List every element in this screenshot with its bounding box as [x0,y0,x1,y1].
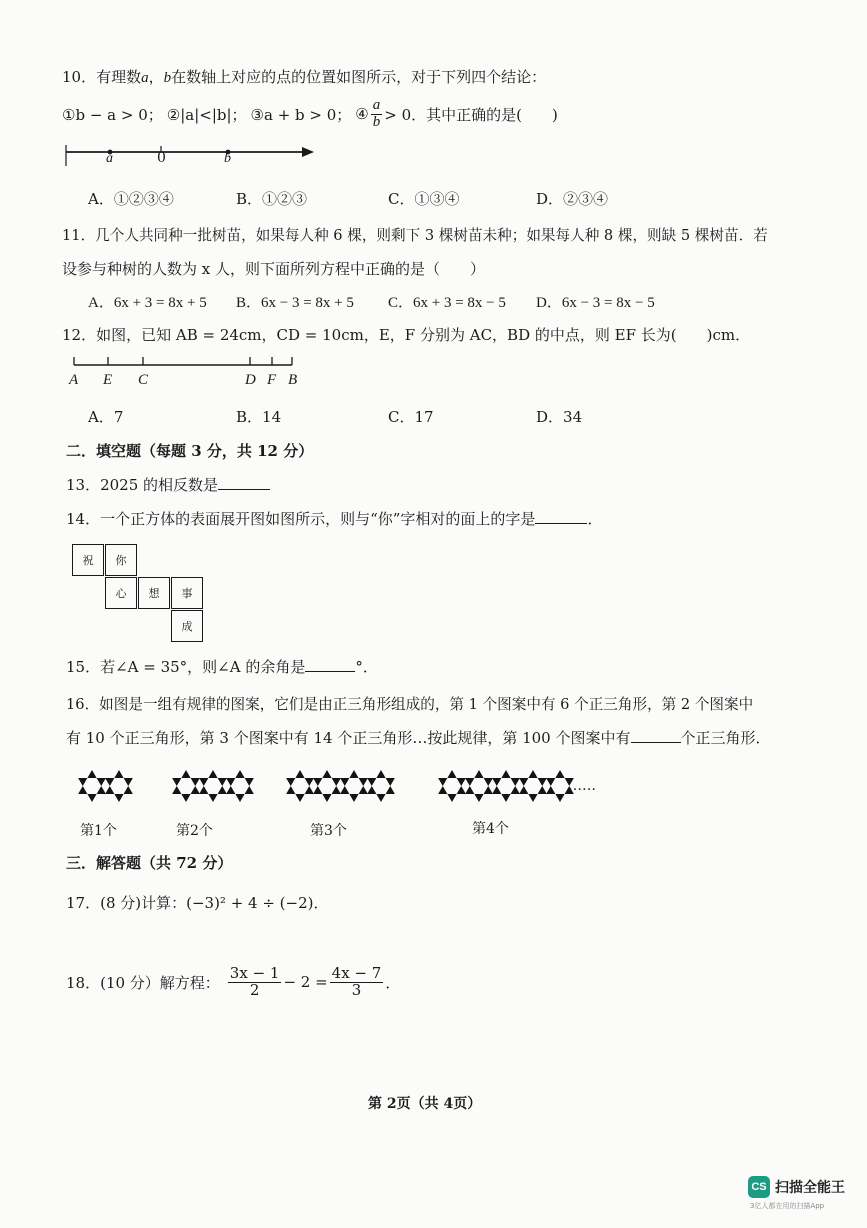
segment-label-b: B [288,372,298,388]
q10-stem-number: 10．有理数 [62,68,142,86]
q18-right-num: 4x − 7 [331,964,382,982]
q18-prefix: 18．(10 分）解方程： [66,973,220,992]
net-cell-shi: 事 [171,577,203,609]
q16-label-2: 第2个 [176,823,213,839]
q10-option-b: B．①②③ [236,190,308,208]
q12-option-b: B．14 [236,408,282,426]
q10-var-a: a [141,70,149,86]
q11-line1: 11．几个人共同种一批树苗，如果每人种 6 棵，则剩下 3 棵树苗未种；如果每人种 8 棵，则缺 5 棵树苗．若 [62,227,768,244]
q11-option-b: B．6x − 3 = 8x + 5 [236,295,354,311]
segment-label-a: A [69,372,79,388]
q10-option-d: D．②③④ [536,190,609,208]
q10-conclusion-2: ②|a|<|b|； [166,105,247,124]
q10-conclusion-4-rest: > 0．其中正确的是( ) [384,105,558,124]
q14-text: 14．一个正方体的表面展开图如图所示，则与“你”字相对的面上的字是 [66,510,536,528]
q10-fraction-num: a [372,97,381,113]
q12-stem: 12．如图，已知 AB = 24cm，CD = 10cm，E，F 分别为 AC，BD 的中点，则 EF 长为( )cm． [62,326,751,344]
section-3-heading: 三．解答题（共 72 分） [66,854,233,872]
section-2-heading: 二．填空题（每题 3 分，共 12 分） [66,442,314,460]
q10-option-a: A．①②③④ [88,190,174,208]
q12-option-c: C．17 [388,408,434,426]
net-cell-zhu: 祝 [72,544,104,576]
q12-option-a: A．7 [88,408,124,426]
pattern-4-star-4 [519,770,547,802]
q15-answer-blank[interactable] [305,671,355,672]
q10-stem [62,66,546,87]
segment-label-e: E [103,372,113,388]
net-cell-xiang: 想 [138,577,170,609]
q18-middle: − 2 = [283,973,328,992]
q12-option-d: D．34 [536,408,583,426]
q18-end: ． [385,973,401,992]
q16-line2 [66,727,771,748]
q14 [66,508,602,529]
q10-option-c: C．①③④ [388,190,460,208]
q16-line2-text: 有 10 个正三角形，第 3 个图案中有 14 个正三角形…按此规律，第 100 个图案中有 [66,729,631,747]
segment-label-f: F [267,372,277,388]
q16-pattern-figures [60,756,620,818]
q15 [66,656,378,677]
q13-text: 13．2025 的相反数是 [66,476,219,494]
q10-number-line [62,140,322,172]
q10-var-b: b [163,70,172,86]
q10-conclusion-3: ③a + b > 0； [250,105,352,124]
segment-label-d: D [245,372,256,388]
pattern-3-star-2 [313,770,341,802]
q16-label-4: 第4个 [472,821,509,837]
q14-answer-blank[interactable] [535,523,587,524]
q13 [66,474,270,495]
scanner-logo [748,1176,770,1198]
pattern-2-star-1 [172,770,200,802]
pattern-1-star-1 [78,770,106,802]
q10-conclusions [62,98,558,131]
q10-fraction-den: b [372,113,381,130]
net-cell-ni: 你 [105,544,137,576]
q18-right-den: 3 [351,980,362,999]
q14-end: ． [587,510,603,528]
scanner-watermark [748,1176,845,1211]
q10-fraction [371,98,383,131]
q15-text: 15．若∠A = 35°，则∠A 的余角是 [66,658,306,676]
q11-line2: 设参与种树的人数为 x 人，则下面所列方程中正确的是（ ） [62,260,485,278]
q11-option-a: A．6x + 3 = 8x + 5 [88,295,207,311]
q11-option-c: C．6x + 3 = 8x − 5 [388,295,506,311]
scanner-name: 扫描全能王 [775,1180,845,1196]
pattern-3-star-1 [286,770,314,802]
pattern-3-star-3 [340,770,368,802]
segment-label-c: C [138,372,149,388]
q10-conclusion-4-prefix: ④ [355,105,369,124]
q10-stem-rest: 在数轴上对应的点的位置如图所示，对于下列四个结论： [171,68,547,86]
q16-ellipsis: …… [568,778,596,794]
q10-conclusion-1: ①b − a > 0； [62,105,163,124]
q16-answer-blank[interactable] [631,742,681,743]
pattern-3-star-4 [367,770,395,802]
q10-sep: ， [148,68,164,86]
pattern-4-star-1 [438,770,466,802]
q16-line2-end: 个正三角形． [680,729,771,747]
q11-option-d: D．6x − 3 = 8x − 5 [536,295,655,311]
page-footer: 第 2页（共 4页） [368,1096,482,1112]
q12-segment [66,352,306,372]
axis-label-a: a [106,151,113,166]
pattern-2-star-2 [199,770,227,802]
q17: 17．(8 分)计算：(−3)² + 4 ÷ (−2)． [66,894,329,912]
q18-fraction-left [228,966,282,999]
q18-left-num: 3x − 1 [229,964,280,982]
axis-label-b: b [224,151,231,166]
q13-answer-blank[interactable] [218,489,270,490]
scanner-logo-text: CS [751,1181,767,1193]
q15-end: °． [355,658,378,676]
scanner-tagline: 3亿人都在用的扫描App [750,1202,825,1210]
pattern-4-star-2 [465,770,493,802]
pattern-2-star-3 [226,770,254,802]
axis-label-0: 0 [157,150,166,166]
pattern-1-star-2 [105,770,133,802]
q18 [66,966,400,999]
q18-left-den: 2 [249,980,260,999]
q18-fraction-right [330,966,384,999]
net-cell-xin: 心 [105,577,137,609]
q16-label-1: 第1个 [80,823,117,839]
net-cell-cheng: 成 [171,610,203,642]
q16-line1: 16．如图是一组有规律的图案，它们是由正三角形组成的，第 1 个图案中有 6 个正三角形，第 2 个图案中 [66,696,754,713]
pattern-4-star-3 [492,770,520,802]
q16-label-3: 第3个 [310,823,347,839]
